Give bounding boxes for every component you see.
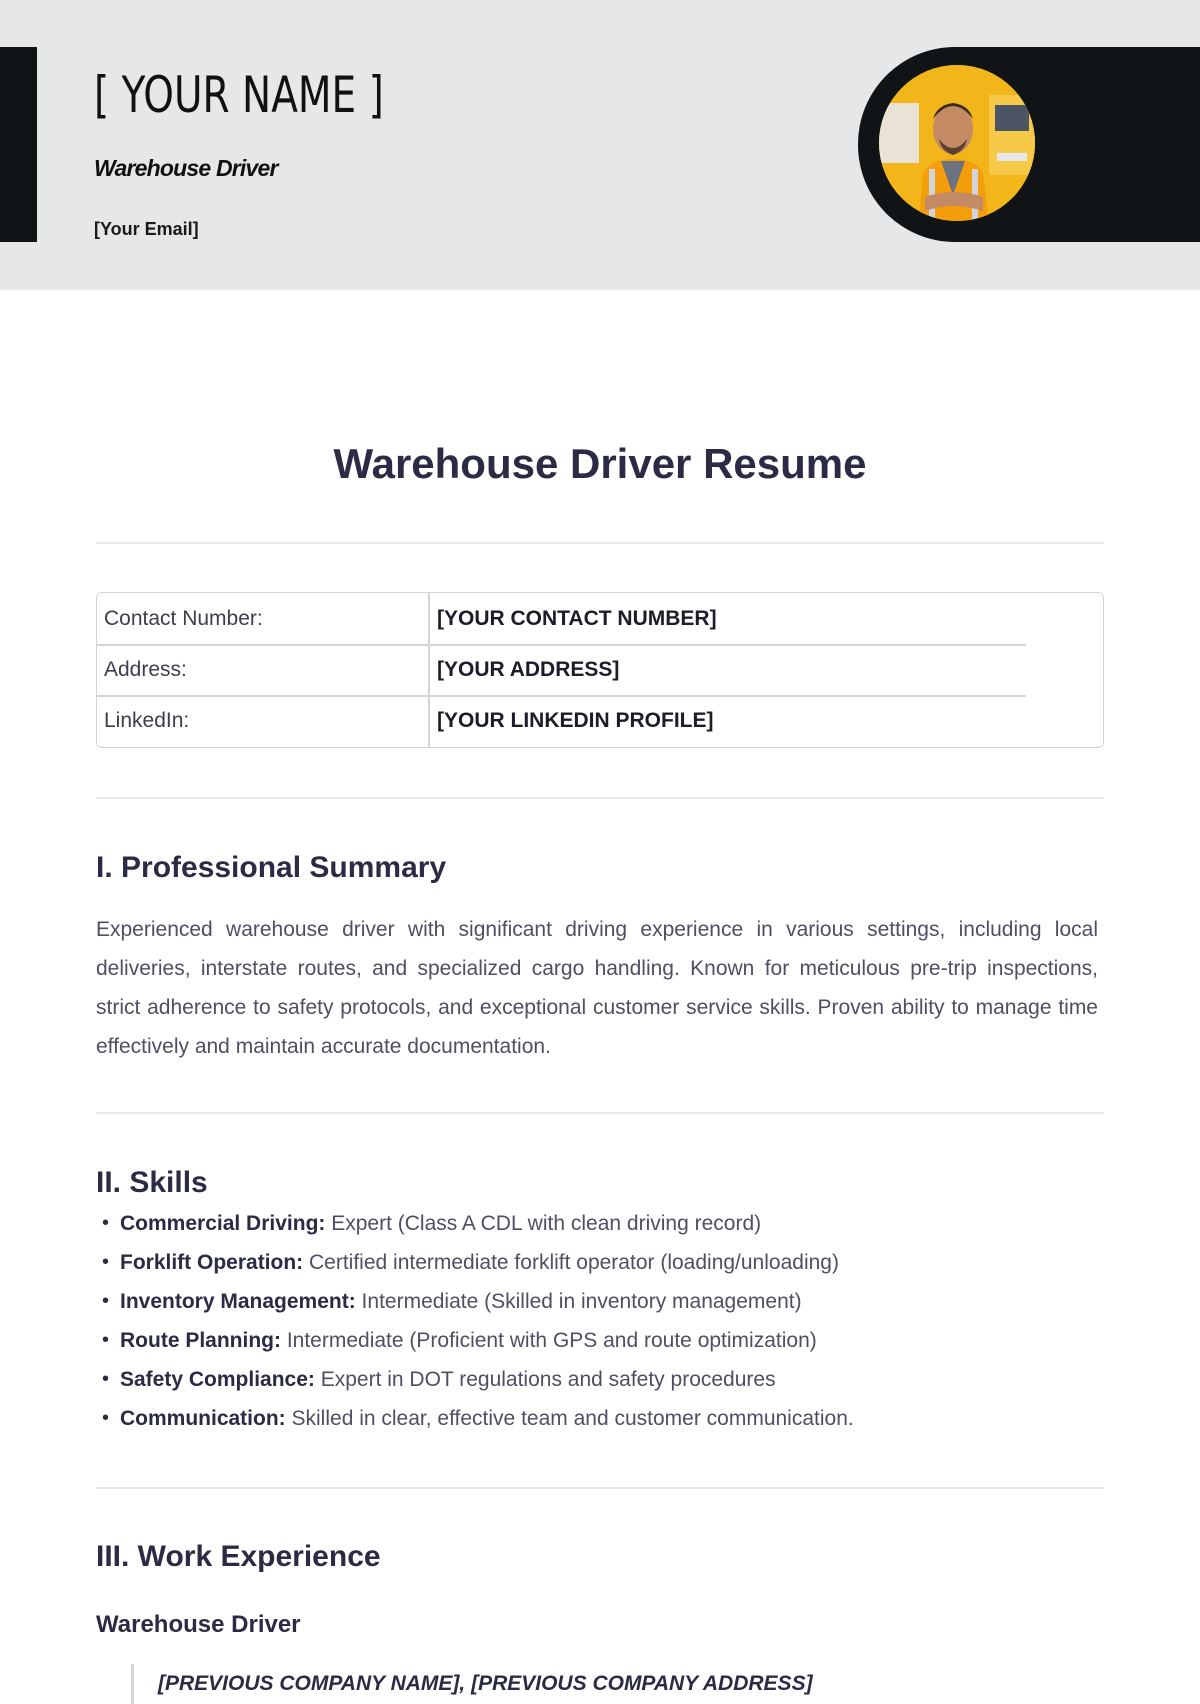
summary-text: Experienced warehouse driver with significant driving experience in various settings, including local deliveries, interstate routes, and specialized cargo handling. Known for meticulous pre-trip inspections, strict adherence to safety protocols, and exceptional customer service skills. Proven ability to manage time effectively and maintain accurate documentation.	[96, 918, 1098, 1058]
skill-detail: Certified intermediate forklift operator (loading/unloading)	[303, 1251, 839, 1274]
experience-heading: III. Work Experience	[96, 1540, 381, 1573]
header-accent-bar	[0, 47, 37, 242]
list-item	[96, 1282, 854, 1321]
divider	[96, 1112, 1104, 1114]
skill-detail: Expert (Class A CDL with clean driving record)	[325, 1212, 762, 1235]
resume-role: Warehouse Driver	[94, 155, 278, 181]
divider	[96, 1487, 1104, 1489]
contact-value: [YOUR CONTACT NUMBER]	[437, 607, 717, 630]
contact-label: Contact Number:	[104, 607, 263, 630]
address-value: [YOUR ADDRESS]	[437, 658, 620, 681]
skill-name: Route Planning:	[120, 1329, 281, 1352]
list-item	[96, 1360, 854, 1399]
list-item	[96, 1399, 854, 1438]
table-row-contact	[97, 593, 1103, 644]
document-title: Warehouse Driver Resume	[333, 440, 867, 487]
skill-name: Forklift Operation:	[120, 1251, 304, 1274]
resume-email: [Your Email]	[94, 219, 199, 239]
list-item	[96, 1321, 854, 1360]
skill-name: Inventory Management:	[120, 1290, 356, 1313]
company-line: [PREVIOUS COMPANY NAME], [PREVIOUS COMPANY ADDRESS]	[158, 1672, 813, 1695]
address-label: Address:	[104, 658, 187, 681]
skill-detail: Skilled in clear, effective team and customer communication.	[285, 1407, 854, 1430]
job-title: Warehouse Driver	[96, 1611, 301, 1638]
table-row-linkedin	[97, 695, 1103, 746]
skill-name: Safety Compliance:	[120, 1368, 315, 1391]
header-band	[0, 0, 1200, 290]
profile-photo	[879, 65, 1035, 221]
skill-detail: Intermediate (Proficient with GPS and route optimization)	[281, 1329, 817, 1352]
resume-name: [ YOUR NAME ]	[94, 66, 384, 124]
linkedin-label: LinkedIn:	[104, 709, 190, 732]
list-item	[96, 1243, 854, 1282]
divider	[96, 797, 1104, 799]
table-row-address	[97, 644, 1103, 695]
skills-heading: II. Skills	[96, 1166, 208, 1199]
quote-bar	[131, 1664, 134, 1704]
skills-list	[96, 1204, 854, 1438]
contact-table	[96, 592, 1104, 748]
skill-detail: Intermediate (Skilled in inventory management)	[355, 1290, 802, 1313]
summary-heading: I. Professional Summary	[96, 851, 447, 884]
linkedin-value: [YOUR LINKEDIN PROFILE]	[437, 709, 714, 732]
skill-detail: Expert in DOT regulations and safety procedures	[314, 1368, 776, 1391]
warehouse-driver-photo-icon	[879, 65, 1035, 221]
skill-name: Commercial Driving:	[120, 1212, 326, 1235]
list-item	[96, 1204, 854, 1243]
divider	[96, 542, 1104, 544]
skill-name: Communication:	[120, 1407, 286, 1430]
